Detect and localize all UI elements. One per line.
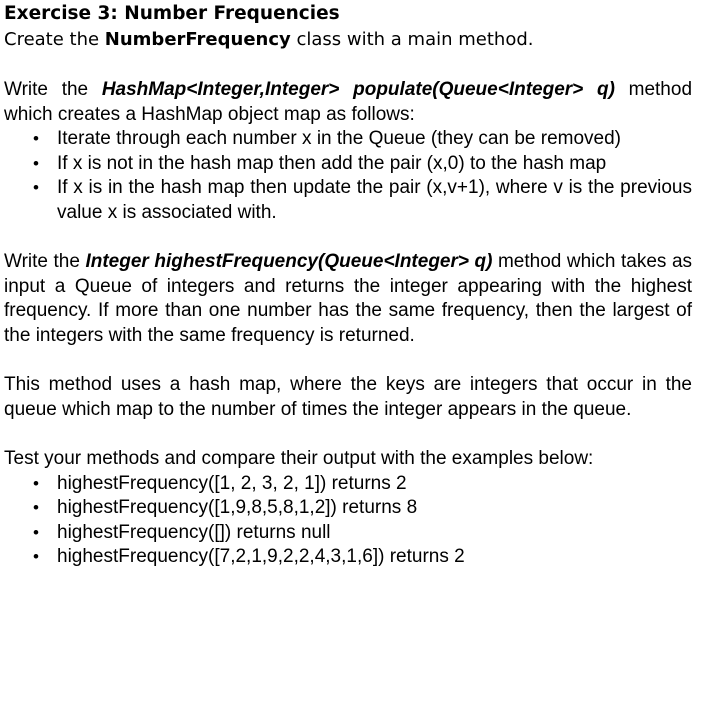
list-item [33,496,692,521]
test-examples-list [4,472,692,570]
class-name: NumberFrequency [104,29,291,50]
list-item [33,545,692,570]
bullet-icon: • [33,473,39,493]
bullet-icon: • [33,498,39,518]
list-item [33,176,692,225]
list-item-text: If x is not in the hash map then add the pair (x,0) to the hash map [57,152,607,174]
highest-signature: Integer highestFrequency(Queue<Integer> q) [85,251,493,273]
exercise-title: Exercise 3: Number Frequencies [4,3,340,24]
intro-after: class with a main method. [290,29,534,50]
bullet-icon: • [33,129,39,149]
hashmap-note-paragraph: This method uses a hash map, where the keys are integers that occur in the queue which map to the number of times the integer appears in the queue. [4,374,692,420]
spacer [4,52,692,78]
list-item-text: If x is in the hash map then update the pair (x,v+1), where v is the previous value x is associated with. [57,177,692,223]
list-item [33,472,692,497]
list-item-text: Iterate through each number x in the Queue (they can be removed) [57,128,621,150]
populate-paragraph [4,78,692,127]
list-item [33,152,692,177]
highest-before: Write the [4,251,86,273]
list-item-text: highestFrequency([1,9,8,5,8,1,2]) returns 8 [57,497,418,519]
spacer [4,349,692,374]
populate-steps-list [4,127,692,225]
tests-intro: Test your methods and compare their output with the examples below: [4,447,594,469]
bullet-icon: • [33,153,39,173]
populate-after: method which creates a HashMap object map as follows: [4,79,693,125]
list-item-text: highestFrequency([7,2,1,9,2,2,4,3,1,6]) returns 2 [57,546,465,568]
list-item-text: highestFrequency([1, 2, 3, 2, 1]) returns 2 [57,472,407,494]
exercise-document [4,0,692,570]
populate-before: Write the [4,79,102,100]
bullet-icon: • [33,178,39,198]
bullet-icon: • [33,522,39,542]
highest-frequency-paragraph [4,250,692,348]
highest-after: method which takes as input a Queue of integers and returns the integer appearing with the highest frequency. If more than one number has the same frequency, then the largest of the integers with the same frequency is returned. [4,251,693,346]
bullet-icon: • [33,547,39,567]
intro-before: Create the [4,29,105,50]
exercise-intro [4,28,692,52]
populate-signature: HashMap<Integer,Integer> populate(Queue<Integer> q) [101,79,615,100]
spacer [4,422,692,447]
list-item [33,521,692,546]
list-item [33,127,692,152]
spacer [4,226,692,251]
list-item-text: highestFrequency([]) returns null [57,521,331,543]
